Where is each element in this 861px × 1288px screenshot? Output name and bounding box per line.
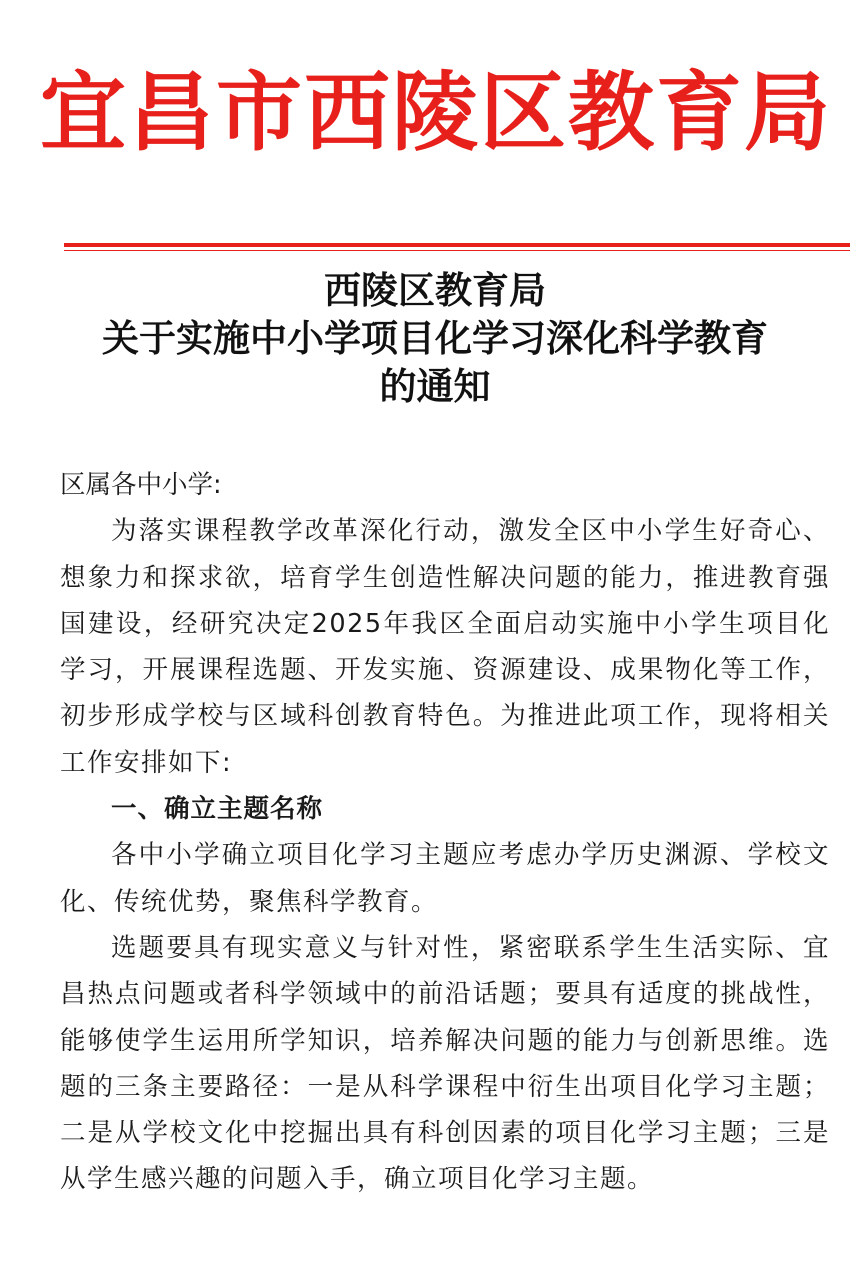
section-heading-1: 一、确立主题名称: [111, 794, 324, 825]
document-body: [60, 462, 830, 1203]
agency-header-title: 宜昌市西陵区教育局: [40, 63, 832, 163]
paragraph-section1-2: 选题要具有现实意义与针对性，紧密联系学生生活实际、宜昌热点问题或者科学领域中的前沿话题；要具有适度的挑战性，能够使学生运用所学知识，培养解决问题的能力与创新思维。选题的三条主要路径：一是从科学课程中衍生出项目化学习主题；二是从学校文化中挖掘出具有科创因素的项目化学习主题；三是从学生感兴趣的问题入手，确立项目化学习主题。: [60, 932, 830, 1195]
document-title: [40, 266, 830, 410]
paragraph-intro: 为落实课程教学改革深化行动，激发全区中小学生好奇心、想象力和探求欲，培育学生创造性解决问题的能力，推进教育强国建设，经研究决定2025年我区全面启动实施中小学生项目化学习，开展课程选题、开发实施、资源建设、成果物化等工作，初步形成学校与区域科创教育特色。为推进此项工作，现将相关工作安排如下:: [60, 516, 830, 778]
document-title-line-1: 西陵区教育局: [324, 268, 546, 312]
document-title-line-2: 关于实施中小学项目化学习深化科学教育: [102, 316, 768, 360]
red-divider-thick: [64, 243, 850, 247]
addressee: 区属各中小学:: [60, 470, 222, 500]
red-divider-thin: [64, 250, 850, 251]
paragraph-section1-1: 各中小学确立项目化学习主题应考虑办学历史渊源、学校文化、传统优势，聚焦科学教育。: [60, 840, 830, 917]
document-title-line-3: 的通知: [379, 364, 491, 408]
